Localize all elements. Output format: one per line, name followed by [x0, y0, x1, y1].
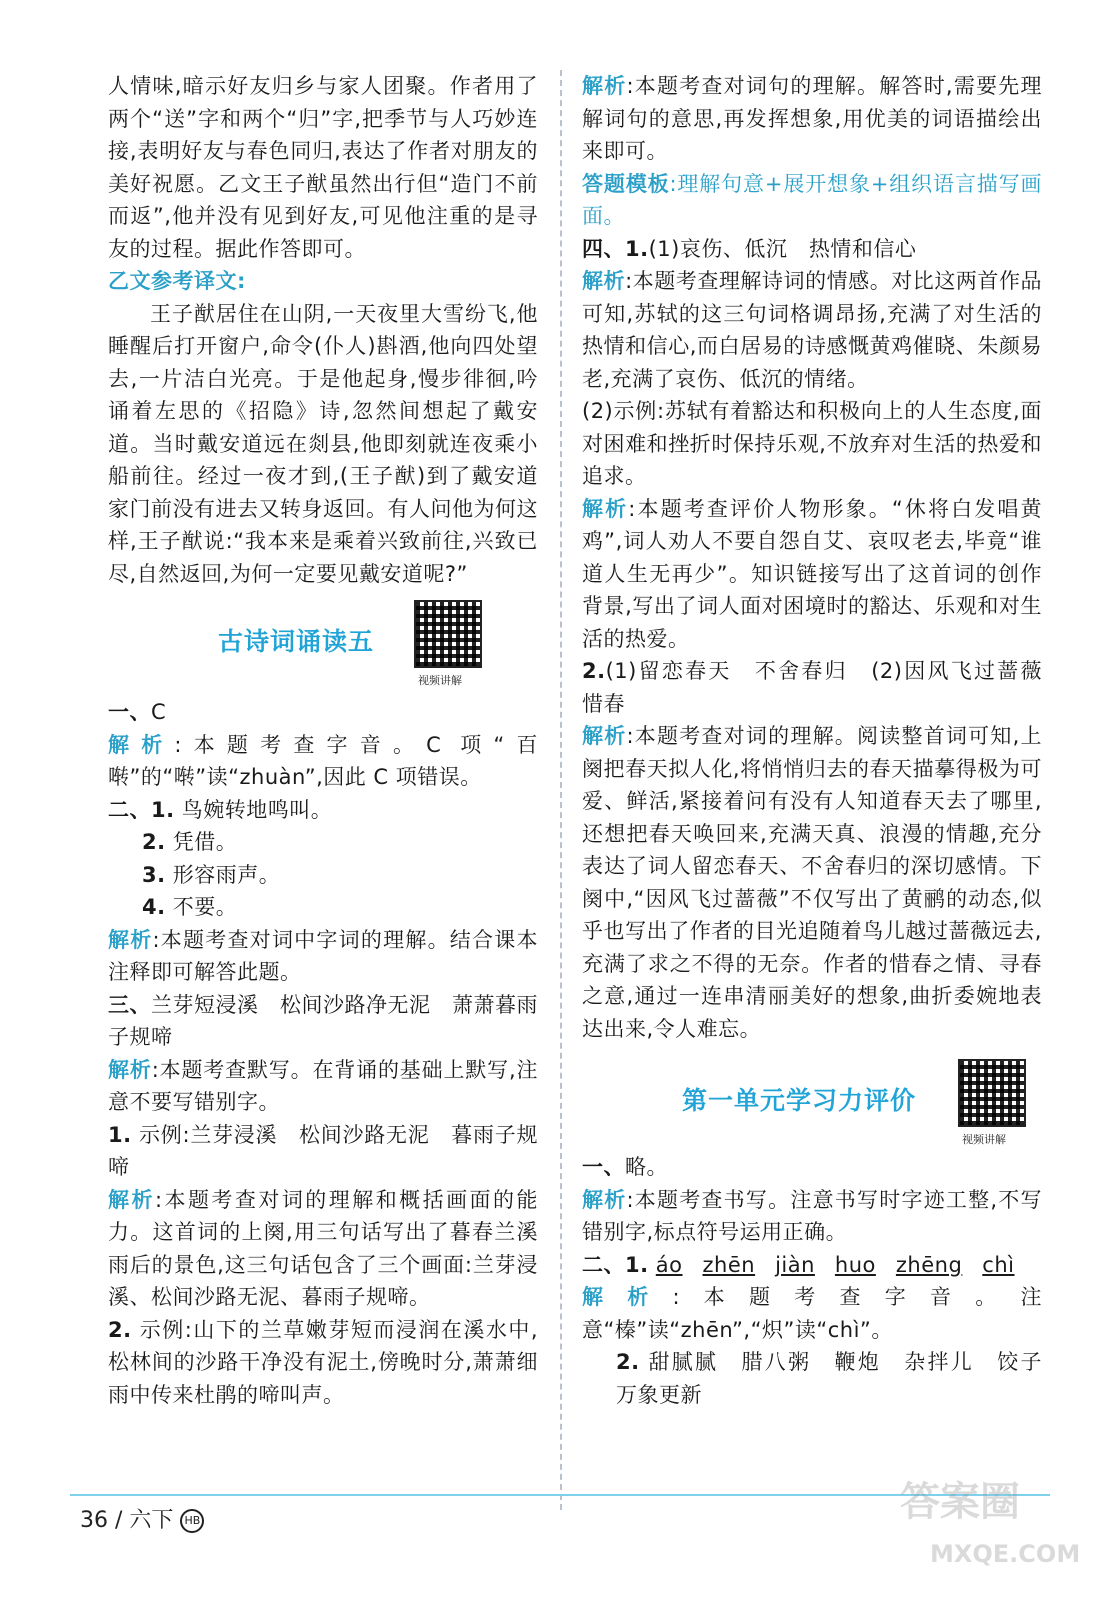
- explanation: :本题考查对词句的理解。解答时,需要先理解词句的意思,再发挥想象,用优美的词语描绘出来即可。: [582, 74, 1042, 163]
- watermark-url: MXQE.COM: [930, 1540, 1081, 1568]
- jiexi-label: 解析: [108, 1057, 152, 1082]
- translation-label: 乙文参考译文:: [108, 269, 246, 293]
- answer-line: 二、1. 鸟婉转地鸣叫。: [108, 797, 333, 822]
- answer-line: (2)示例:苏轼有着豁达和积极向上的人生态度,面对困难和挫折时保持乐观,不放弃对生活的热爱和追求。: [582, 399, 1042, 488]
- answer-line: 2.(1)留恋春天 不舍春归 (2)因风飞过蔷薇 惜春: [582, 659, 1064, 716]
- watermark-logo: 答案圈: [900, 1479, 1020, 1525]
- jiexi-label: 解析: [582, 496, 629, 521]
- jiexi-label: 解析: [108, 732, 175, 757]
- jiexi-label: 解析: [582, 1187, 627, 1212]
- section-heading: 第一单元学习力评价: [682, 1086, 917, 1115]
- jiexi-label: 解析: [582, 269, 626, 293]
- answer-line: 三、兰芽短浸溪 松间沙路净无泥 萧萧暮雨子规啼: [108, 992, 538, 1049]
- section-heading-row: [582, 1055, 1042, 1147]
- qr-code-icon[interactable]: [414, 600, 482, 668]
- translation-text: 王子猷居住在山阴,一天夜里大雪纷飞,他睡醒后打开窗户,命令(仆人)斟酒,他向四处望去,一片洁白光亮。于是他起身,慢步徘徊,吟诵着左思的《招隐》诗,忽然间想起了戴安道。当时戴安道远在剡县,他即刻就连夜乘小船前往。经过一夜才到,(王子猷)到了戴安道家门前没有进去又转身返回。有人问他为何这样,王子猷说:“我本来是乘着兴致前往,兴致已尽,自然返回,为何一定要见戴安道呢?”: [108, 301, 538, 586]
- explanation: :本题考查对词的理解。阅读整首词可知,上阕把春天拟人化,将悄悄归去的春天描摹得极为可爱、鲜活,紧接着问有没有人知道春天去了哪里,还想把春天唤回来,充满天真、浪漫的情趣,充分表达了词人留恋春天、不舍春归的深切感情。下阕中,“因风飞过蔷薇”不仅写出了黄鹂的动态,似乎也写出了作者的目光追随着鸟儿越过蔷薇远去,充满了求之不得的无奈。作者的惜春之情、寻春之意,通过一连串清丽美好的想象,曲折委婉地表达出来,令人难忘。: [582, 724, 1042, 1041]
- explanation: :本题考查书写。注意书写时字迹工整,不写错别字,标点符号运用正确。: [582, 1187, 1042, 1244]
- answer-line: 1. 示例:兰芽浸溪 松间沙路无泥 暮雨子规啼: [108, 1122, 538, 1179]
- jiexi-label: 解析: [108, 927, 153, 952]
- answer-line: 2. 凭借。: [142, 830, 238, 854]
- jiexi-label: 解析: [582, 724, 627, 748]
- answer-line: 2. 示例:山下的兰草嫩芽短而浸润在溪水中,松林间的沙路干净没有泥土,傍晚时分,萧萧细雨中传来杜鹃的啼叫声。: [108, 1317, 539, 1407]
- page-footer: [80, 1503, 204, 1534]
- left-column: [108, 70, 538, 1411]
- explanation: :本题考查字音。C 项“百啭”的“啭”读“zhuàn”,因此 C 项错误。: [108, 732, 539, 789]
- template-label: 答题模板: [582, 171, 670, 196]
- explanation: :本题考查对词中字词的理解。结合课本注释即可解答此题。: [108, 927, 538, 984]
- explanation: :本题考查评价人物形象。“休将白发唱黄鸡”,词人劝人不要自怨自艾、哀叹老去,毕竟“谁道人生无再少”。知识链接写出了这首词的创作背景,写出了词人面对困境时的豁达、乐观和对生活的热爱。: [582, 496, 1043, 651]
- right-column: [582, 70, 1064, 1411]
- jiexi-label: 解析: [582, 1285, 673, 1309]
- qr-caption: 视频讲解: [418, 674, 462, 687]
- pinyin-answer: zhēng: [895, 1252, 963, 1277]
- pinyin-answer: áo: [655, 1252, 683, 1277]
- answer-line: 一、略。: [582, 1155, 668, 1179]
- answer-line: 3. 形容雨声。: [142, 862, 281, 887]
- explanation: :本题考查理解诗词的情感。对比这两首作品可知,苏轼的这三句词格调昂扬,充满了对生活的热情和信心,而白居易的诗感慨黄鸡催晓、朱颜易老,充满了哀伤、低沉的情绪。: [582, 269, 1043, 391]
- pinyin-answer: chì: [982, 1252, 1015, 1277]
- answer-line: 一、C: [108, 700, 167, 724]
- pinyin-answer: zhēn: [702, 1252, 756, 1277]
- analysis-continued: 人情味,暗示好友归乡与家人团聚。作者用了两个“送”字和两个“归”字,把季节与人巧妙连接,表明好友与春色同归,表达了作者对朋友的美好祝愿。乙文王子猷虽然出行但“造门不前而返”,他并没有见到好友,可见他注重的是寻友的过程。据此作答即可。: [108, 74, 538, 261]
- pinyin-answer: jiàn: [775, 1252, 815, 1277]
- explanation: :本题考查对词的理解和概括画面的能力。这首词的上阕,用三句话写出了暮春兰溪雨后的景色,这三句话包含了三个画面:兰芽浸溪、松间沙路无泥、暮雨子规啼。: [108, 1187, 538, 1309]
- answer-line: 2. 甜腻腻 腊八粥 鞭炮 杂拌儿 饺子 万象更新: [616, 1350, 1064, 1407]
- qr-code-icon[interactable]: [958, 1059, 1026, 1127]
- answer-line: 二、1. áo zhēn jiàn huo zhēng chì: [582, 1249, 1042, 1282]
- jiexi-label: 解析: [108, 1187, 155, 1212]
- answer-line: 四、1.(1)哀伤、低沉 热情和信心: [582, 236, 917, 261]
- page-number: 36: [80, 1508, 108, 1533]
- explanation: :本题考查字音。注意“榛”读“zhēn”,“炽”读“chì”。: [582, 1285, 1042, 1342]
- jiexi-label: 解析: [582, 74, 627, 98]
- section-heading: 古诗词诵读五: [218, 627, 375, 656]
- grade-label: 六下: [129, 1508, 174, 1533]
- pinyin-answer: huo: [834, 1252, 876, 1277]
- answer-line: 4. 不要。: [142, 895, 238, 919]
- section-heading-row: [108, 600, 538, 692]
- edition-badge: HB: [180, 1509, 204, 1533]
- footer-separator: /: [115, 1508, 123, 1533]
- explanation: :本题考查默写。在背诵的基础上默写,注意不要写错别字。: [108, 1057, 539, 1114]
- qr-caption: 视频讲解: [962, 1133, 1006, 1146]
- column-divider: [560, 70, 562, 1510]
- template-text: :理解句意+展开想象+组织语言描写画面。: [582, 171, 1043, 228]
